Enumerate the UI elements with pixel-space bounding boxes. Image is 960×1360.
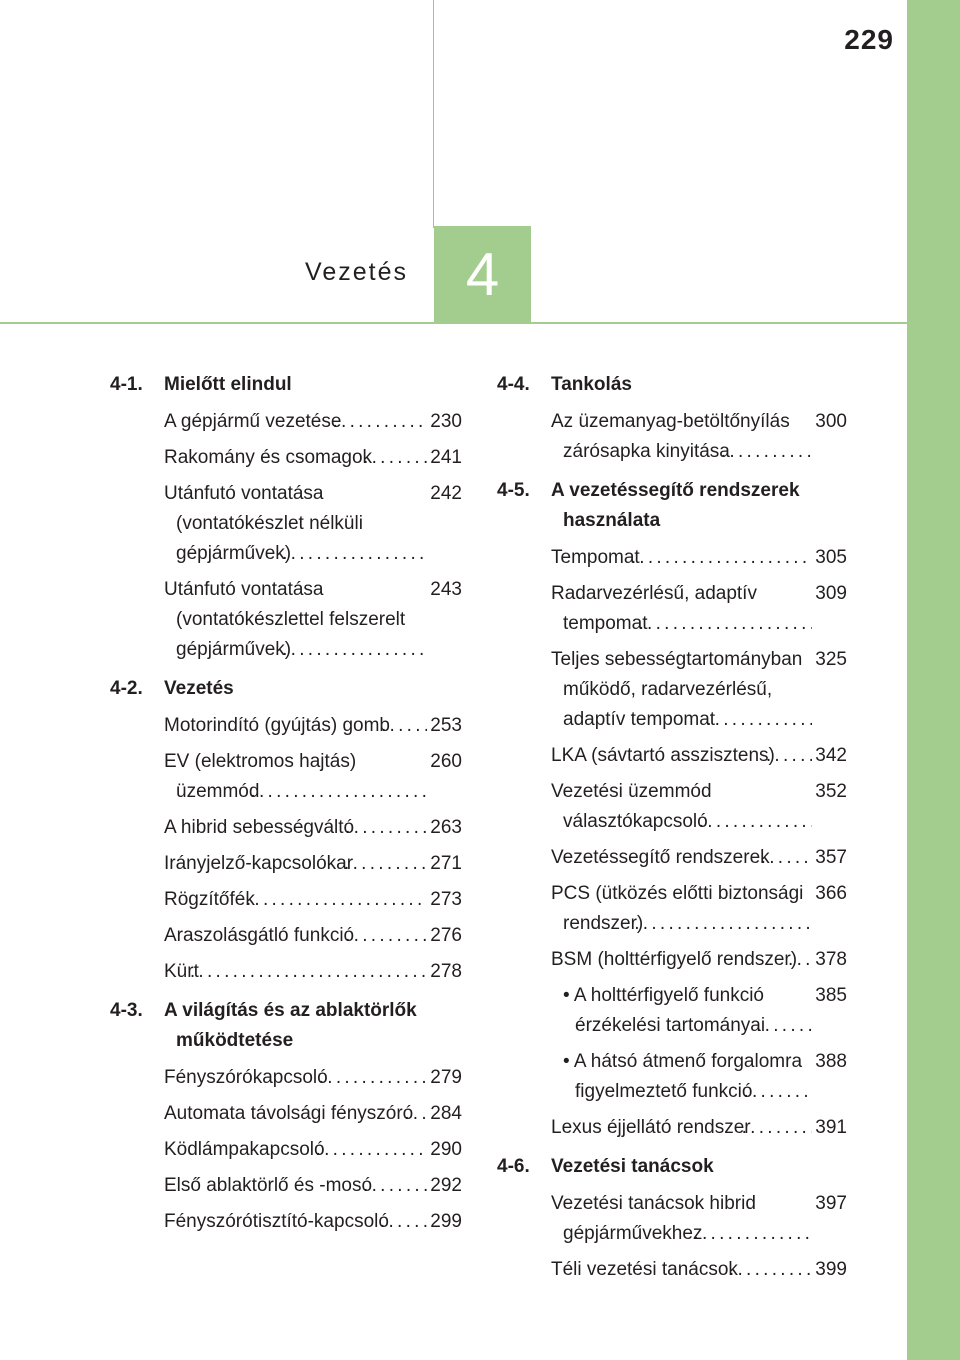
- toc-section: [497, 370, 847, 467]
- toc-entry[interactable]: [563, 1047, 847, 1107]
- toc-entry-page: 300: [812, 407, 847, 437]
- toc-entry-page: 357: [812, 843, 847, 873]
- toc-entry-page: 242: [427, 479, 462, 509]
- toc-entry-title: Radarvezérlésű, adaptív tempomat . . .: [551, 579, 812, 639]
- toc-entry-page: 366: [812, 879, 847, 909]
- toc-column-left: [110, 370, 462, 1246]
- toc-entry-title: A gépjármű vezetése . . .: [164, 407, 427, 437]
- section-number: 4-2.: [110, 678, 143, 699]
- toc-entry-title: Téli vezetési tanácsok . . .: [551, 1255, 812, 1285]
- page-number: 229: [844, 24, 894, 55]
- toc-entry[interactable]: [551, 1189, 847, 1249]
- toc-entry-title: Irányjelző-kapcsolókar . . .: [164, 849, 427, 879]
- toc-entry-title: BSM (holttérfigyelő rendszer) . . .: [551, 945, 812, 975]
- toc-section: [110, 674, 462, 987]
- toc-entry-page: 243: [427, 575, 462, 605]
- chapter-number-box: [434, 226, 531, 323]
- toc-entry[interactable]: [551, 777, 847, 837]
- toc-entry[interactable]: [164, 885, 462, 915]
- toc-entry[interactable]: [551, 579, 847, 639]
- toc-entry-page: 342: [812, 741, 847, 771]
- toc-entry[interactable]: [551, 879, 847, 939]
- toc-entry[interactable]: [164, 747, 462, 807]
- toc-entry-title: Automata távolsági fényszóró . . .: [164, 1099, 427, 1129]
- toc-entry-page: 241: [427, 443, 462, 473]
- toc-entry-page: 305: [812, 543, 847, 573]
- toc-entry[interactable]: [551, 407, 847, 467]
- toc-section: [110, 370, 462, 665]
- toc-entry[interactable]: [164, 575, 462, 665]
- toc-entry[interactable]: [551, 741, 847, 771]
- section-number: 4-3.: [110, 1000, 143, 1021]
- toc-entry-title: Utánfutó vontatása (vontatókészlettel felszerelt gépjárművek) . . .: [164, 575, 427, 665]
- toc-entry-title: • A holttérfigyelő funkció érzékelési tartományai . . .: [563, 981, 812, 1041]
- toc-entry-page: 290: [427, 1135, 462, 1165]
- toc-column-right: [497, 370, 847, 1294]
- section-title[interactable]: Tankolás: [551, 374, 632, 395]
- toc-entry-title: Lexus éjjellátó rendszer . . .: [551, 1113, 812, 1143]
- toc-entry-page: 284: [427, 1099, 462, 1129]
- section-title[interactable]: Vezetés: [164, 678, 234, 699]
- section-header: [110, 370, 462, 400]
- section-header: [497, 476, 847, 536]
- section-title[interactable]: A vezetéssegítő rendszerek használata: [551, 480, 800, 531]
- chapter-title: Vezetés: [305, 258, 408, 286]
- toc-entry[interactable]: [551, 843, 847, 873]
- toc-entry-title: Tempomat . . .: [551, 543, 812, 573]
- toc-entry-page: 279: [427, 1063, 462, 1093]
- toc-entry-title: Fényszórótisztító-kapcsoló . . .: [164, 1207, 427, 1237]
- toc-entry-page: 378: [812, 945, 847, 975]
- section-number: 4-5.: [497, 480, 530, 501]
- toc-entry-title: LKA (sávtartó asszisztens) . . .: [551, 741, 812, 771]
- toc-entry-title: Vezetéssegítő rendszerek . . .: [551, 843, 812, 873]
- toc-entry[interactable]: [164, 849, 462, 879]
- toc-entry-page: 388: [812, 1047, 847, 1077]
- toc-entry-title: Ködlámpakapcsoló . . .: [164, 1135, 427, 1165]
- toc-entry-page: 276: [427, 921, 462, 951]
- toc-entry-page: 299: [427, 1207, 462, 1237]
- toc-entry-title: Motorindító (gyújtás) gomb . . .: [164, 711, 427, 741]
- toc-entry-title: A hibrid sebességváltó . . .: [164, 813, 427, 843]
- toc-entry-page: 399: [812, 1255, 847, 1285]
- toc-entry-page: 260: [427, 747, 462, 777]
- toc-entry[interactable]: [164, 1135, 462, 1165]
- section-number: 4-4.: [497, 374, 530, 395]
- toc-entry-title: Rakomány és csomagok . . .: [164, 443, 427, 473]
- toc-entry-page: 263: [427, 813, 462, 843]
- toc-entry[interactable]: [164, 1171, 462, 1201]
- toc-entry-page: 292: [427, 1171, 462, 1201]
- toc-entry[interactable]: [551, 543, 847, 573]
- toc-entry-page: 385: [812, 981, 847, 1011]
- section-header: [497, 1152, 847, 1182]
- toc-entry[interactable]: [551, 645, 847, 735]
- toc-entry-title: Teljes sebességtartományban működő, radarvezérlésű, adaptív tempomat . . .: [551, 645, 812, 735]
- toc-entry-title: Kürt . . .: [164, 957, 427, 987]
- toc-entry-page: 352: [812, 777, 847, 807]
- toc-entry[interactable]: [551, 1113, 847, 1143]
- toc-entry[interactable]: [164, 921, 462, 951]
- toc-entry-page: 278: [427, 957, 462, 987]
- toc-entry-page: 253: [427, 711, 462, 741]
- toc-entry[interactable]: [164, 407, 462, 437]
- toc-entry[interactable]: [164, 1099, 462, 1129]
- section-title[interactable]: A világítás és az ablaktörlők működtetése: [164, 1000, 417, 1051]
- toc-entry-page: 309: [812, 579, 847, 609]
- toc-entry[interactable]: [164, 813, 462, 843]
- toc-entry-title: Utánfutó vontatása (vontatókészlet nélküli gépjárművek) . . .: [164, 479, 427, 569]
- section-title[interactable]: Mielőtt elindul: [164, 374, 292, 395]
- section-header: [110, 996, 462, 1056]
- toc-entry-page: 391: [812, 1113, 847, 1143]
- toc-entry[interactable]: [164, 479, 462, 569]
- toc-entry[interactable]: [164, 1063, 462, 1093]
- toc-entry[interactable]: [164, 443, 462, 473]
- toc-entry-page: 230: [427, 407, 462, 437]
- toc-entry-title: PCS (ütközés előtti biztonsági rendszer) . . .: [551, 879, 812, 939]
- side-tab-bar: [907, 0, 960, 1360]
- toc-entry[interactable]: [551, 1255, 847, 1285]
- toc-entry-title: Fényszórókapcsoló . . .: [164, 1063, 427, 1093]
- toc-entry[interactable]: [551, 945, 847, 975]
- section-title[interactable]: Vezetési tanácsok: [551, 1156, 714, 1177]
- section-number: 4-6.: [497, 1156, 530, 1177]
- toc-entry-page: 325: [812, 645, 847, 675]
- toc-entry[interactable]: [164, 957, 462, 987]
- toc-entry-title: Vezetési üzemmód választókapcsoló . . .: [551, 777, 812, 837]
- toc-entry-title: Vezetési tanácsok hibrid gépjárművekhez . . .: [551, 1189, 812, 1249]
- toc-entry-title: EV (elektromos hajtás) üzemmód . . .: [164, 747, 427, 807]
- toc-entry[interactable]: [164, 711, 462, 741]
- toc-section: [497, 476, 847, 1143]
- header-divider-vertical: [433, 0, 434, 228]
- toc-entry-title: Araszolásgátló funkció . . .: [164, 921, 427, 951]
- chapter-number: 4: [465, 241, 500, 308]
- toc-section: [497, 1152, 847, 1285]
- toc-entry-page: 273: [427, 885, 462, 915]
- toc-entry[interactable]: [164, 1207, 462, 1237]
- toc-entry-title: • A hátsó átmenő forgalomra figyelmeztető funkció . . .: [563, 1047, 812, 1107]
- toc-entry-title: Az üzemanyag-betöltőnyílás zárósapka kinyitása . . .: [551, 407, 812, 467]
- toc-entry[interactable]: [563, 981, 847, 1041]
- toc-entry-page: 271: [427, 849, 462, 879]
- section-header: [110, 674, 462, 704]
- toc-section: [110, 996, 462, 1237]
- toc-entry-title: Első ablaktörlő és -mosó . . .: [164, 1171, 427, 1201]
- toc-entry-page: 397: [812, 1189, 847, 1219]
- section-header: [497, 370, 847, 400]
- toc-entry-title: Rögzítőfék . . .: [164, 885, 427, 915]
- section-number: 4-1.: [110, 374, 143, 395]
